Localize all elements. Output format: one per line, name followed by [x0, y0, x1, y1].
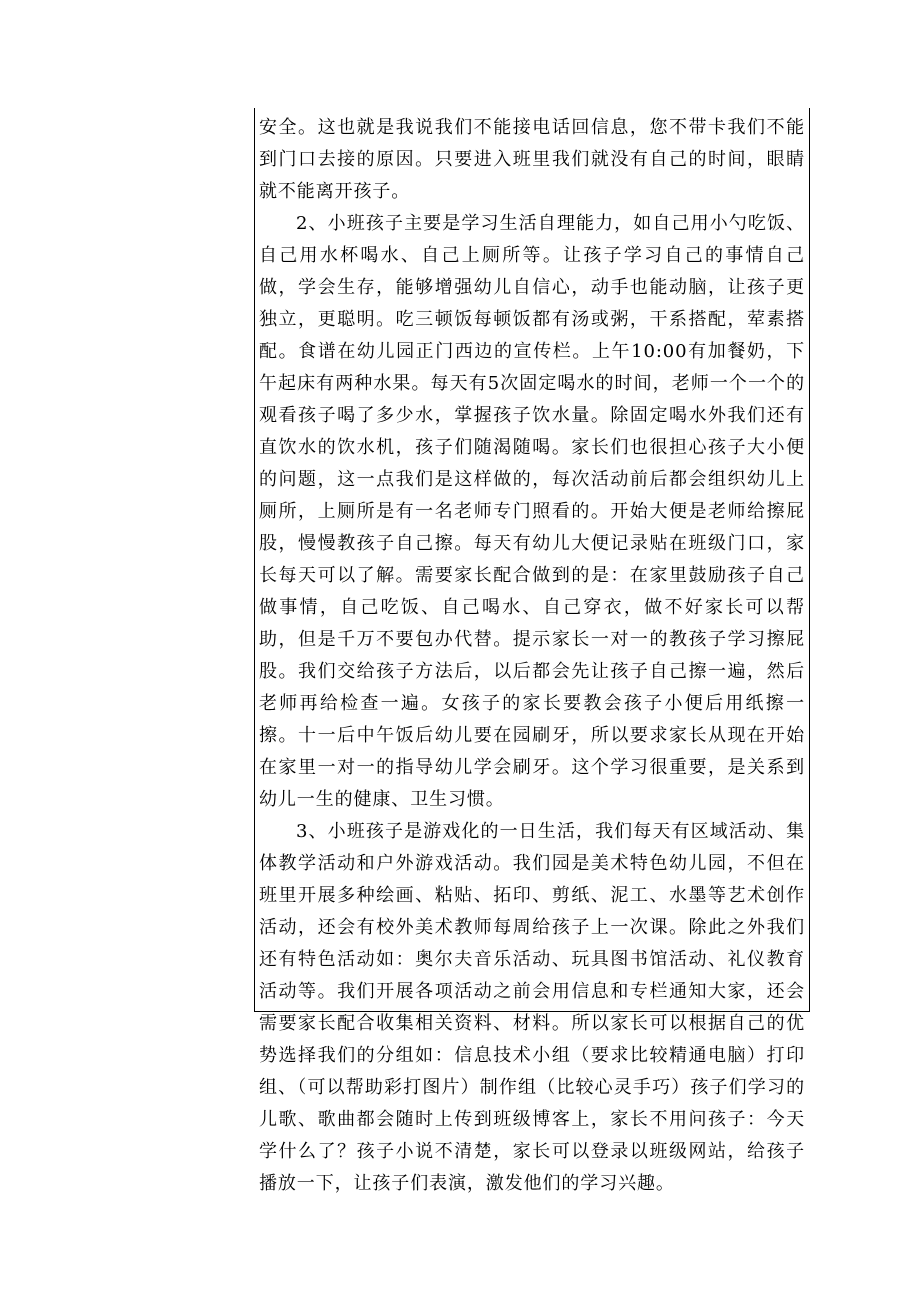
table-cell — [254, 108, 810, 1194]
paragraph-item-3: 3、小班孩子是游戏化的一日生活，我们每天有区域活动、集体教学活动和户外游戏活动。我们园是美术特色幼儿园，不但在班里开展多种绘画、粘贴、拓印、剪纸、泥工、水墨等艺术创作活动，还会有校外美术教师每周给孩子上一次课。除此之外我们还有特色活动如：奥尔夫音乐活动、玩具图书馆活动、礼仪教育活动等。我们开展各项活动之前会用信息和专栏通知大家，还会需要家长配合收集相关资料、材料。所以家长可以根据自己的优势选择我们的分组如：信息技术小组（要求比较精通电脑）打印组、（可以帮助彩打图片）制作组（比较心灵手巧）孩子们学习的儿歌、歌曲都会随时上传到班级博客上，家长不用问孩子：今天学什么了？孩子小说不清楚，家长可以登录以班级网站，给孩子播放一下，让孩子们表演，激发他们的学习兴趣。 — [259, 821, 805, 1194]
paragraph-continuation: 安全。这也就是我说我们不能接电话回信息，您不带卡我们不能到门口去接的原因。只要进入班里我们就没有自己的时间，眼睛就不能离开孩子。 — [259, 117, 805, 202]
paragraph-item-2: 2、小班孩子主要是学习生活自理能力，如自己用小勺吃饭、自己用水杯喝水、自己上厕所等。让孩子学习自己的事情自己做，学会生存，能够增强幼儿自信心，动手也能动脑，让孩子更独立，更聪明。吃三顿饭每顿饭都有汤或粥，干系搭配，荤素搭配。食谱在幼儿园正门西边的宣传栏。上午10:00有加餐奶，下午起床有两种水果。每天有5次固定喝水的时间，老师一个一个的观看孩子喝了多少水，掌握孩子饮水量。除固定喝水外我们还有直饮水的饮水机，孩子们随渴随喝。家长们也很担心孩子大小便的问题，这一点我们是这样做的，每次活动前后都会组织幼儿上厕所，上厕所是有一名老师专门照看的。开始大便是老师给擦屁股，慢慢教孩子自己擦。每天有幼儿大便记录贴在班级门口，家长每天可以了解。需要家长配合做到的是：在家里鼓励孩子自己做事情，自己吃饭、自己喝水、自己穿衣，做不好家长可以帮助，但是千万不要包办代替。提示家长一对一的教孩子学习擦屁股。我们交给孩子方法后，以后都会先让孩子自己擦一遍，然后老师再给检查一遍。女孩子的家长要教会孩子小便后用纸擦一擦。十一后中午饭后幼儿要在园刷牙，所以要求家长从现在开始在家里一对一的指导幼儿学会刷牙。这个学习很重要，是关系到幼儿一生的健康、卫生习惯。 — [259, 213, 805, 810]
